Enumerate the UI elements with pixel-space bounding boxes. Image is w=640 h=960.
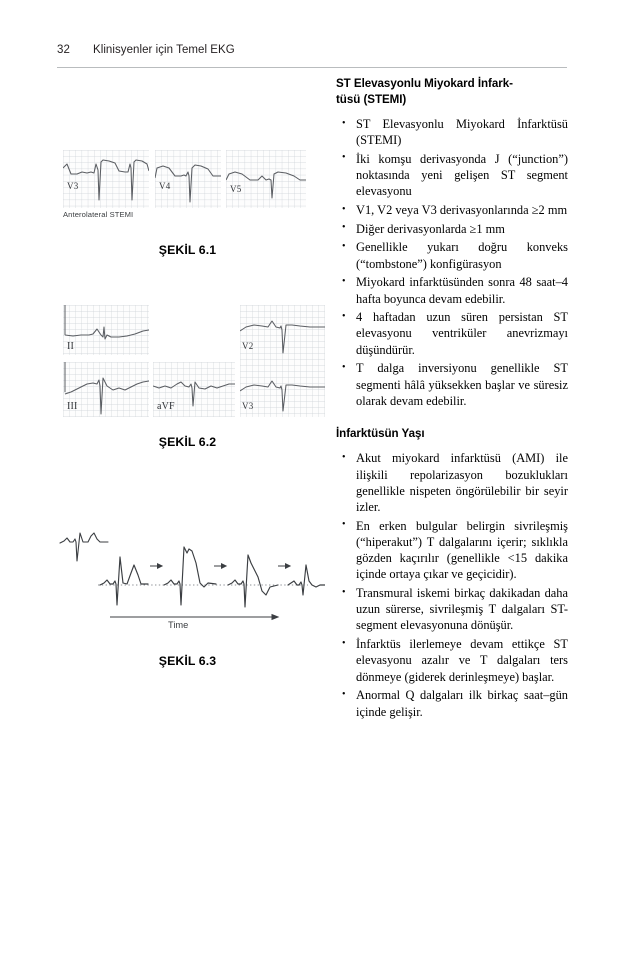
list-item: • Miyokard infarktüsünden sonra 48 saat–4 hafta boyunca devam edebilir.: [336, 274, 568, 306]
figure-6-3-diagram: [50, 525, 325, 640]
list-item: • V1, V2 veya V3 derivasyonlarında ≥2 mm: [336, 202, 568, 218]
list-item: • T dalga inversiyonu genellikle ST segmenti hâlâ yüksekken başlar ve süresiz olarak devam edebilir.: [336, 360, 568, 409]
list-item: • İki komşu derivasyonda J (“junction”) noktasında yeni gelişen ST segment elevasyonu: [336, 151, 568, 200]
section-heading-stemi: ST Elevasyonlu Miyokard İnfark- tüsü (STEMI): [336, 77, 513, 106]
lead-label-avf: aVF: [157, 401, 175, 412]
section-heading-infarct-age: İnfarktüsün Yaşı: [336, 426, 425, 440]
figure-6-1-caption: ŞEKİL 6.1: [158, 243, 217, 257]
figure-6-1: [50, 150, 325, 257]
bullet-list-stemi: [336, 116, 568, 409]
lead-label-iii: III: [67, 401, 78, 412]
list-item: • Diğer derivasyonlarda ≥1 mm: [336, 221, 568, 237]
figure-6-1-sub-caption: Anterolateral STEMI: [63, 210, 134, 219]
list-item: • ST Elevasyonlu Miyokard İnfarktüsü (STEMI): [336, 116, 568, 148]
ecg-strip-ii: [63, 305, 149, 355]
list-item: • En erken bulgular belirgin sivrileşmiş (“hiperakut”) T dalgalarını içerir; sıklıkla gözden kaçırılır (genellikle <15 dakika içinde ortaya çıkar ve geçicidir).: [336, 518, 568, 583]
list-item: • İnfarktüs ilerlemeye devam ettikçe ST elevasyonu azalır ve T dalgaları ters dönmeye (giderek derinleşmeye) başlar.: [336, 636, 568, 685]
lead-label-v5: V5: [230, 184, 242, 194]
figure-6-3: [50, 525, 325, 668]
ecg-strip-v4: [155, 150, 221, 208]
list-item: • 4 haftadan uzun süren persistan ST elevasyonu ventriküler anevrizmayı düşündürür.: [336, 309, 568, 358]
figure-6-1-panels: [50, 150, 325, 219]
figure-6-3-caption: ŞEKİL 6.3: [158, 654, 217, 668]
lead-label-v3: V3: [67, 181, 79, 191]
time-axis-label: Time: [168, 620, 189, 630]
ecg-strip-v5: [226, 150, 306, 208]
list-item: • Akut miyokard infarktüsü (AMI) ile ilişkili repolarizasyon bozuklukları genellikle nispeten öngörülebilir bir seyir izler.: [336, 450, 568, 515]
list-item: • Anormal Q dalgaları ilk birkaç saat–gün içinde gelişir.: [336, 687, 568, 719]
lead-label-v4: V4: [159, 181, 171, 191]
page-number: 32: [57, 44, 70, 56]
header-divider: [57, 67, 567, 68]
figures-column: [50, 140, 325, 720]
lead-label-v3-fig2: V3: [242, 401, 254, 411]
lead-label-ii: II: [67, 341, 75, 352]
list-item: • Genellikle yukarı doğru konveks (“tombstone”) konfigürasyon: [336, 239, 568, 271]
figure-6-2: [50, 305, 325, 449]
list-item: • Transmural iskemi birkaç dakikadan daha uzun sürerse, sivrileşmiş T dalgaları ST-segment elevasyonuna dönüşür.: [336, 585, 568, 634]
running-head-title: Klinisyenler için Temel EKG: [93, 44, 235, 56]
lead-label-v2: V2: [242, 341, 254, 351]
figure-6-2-panels: [50, 305, 325, 417]
bullet-list-infarct-age: [336, 450, 568, 719]
figure-6-2-caption: ŞEKİL 6.2: [158, 435, 217, 449]
ecg-strip-v3: [63, 150, 149, 208]
text-column: [336, 76, 568, 722]
